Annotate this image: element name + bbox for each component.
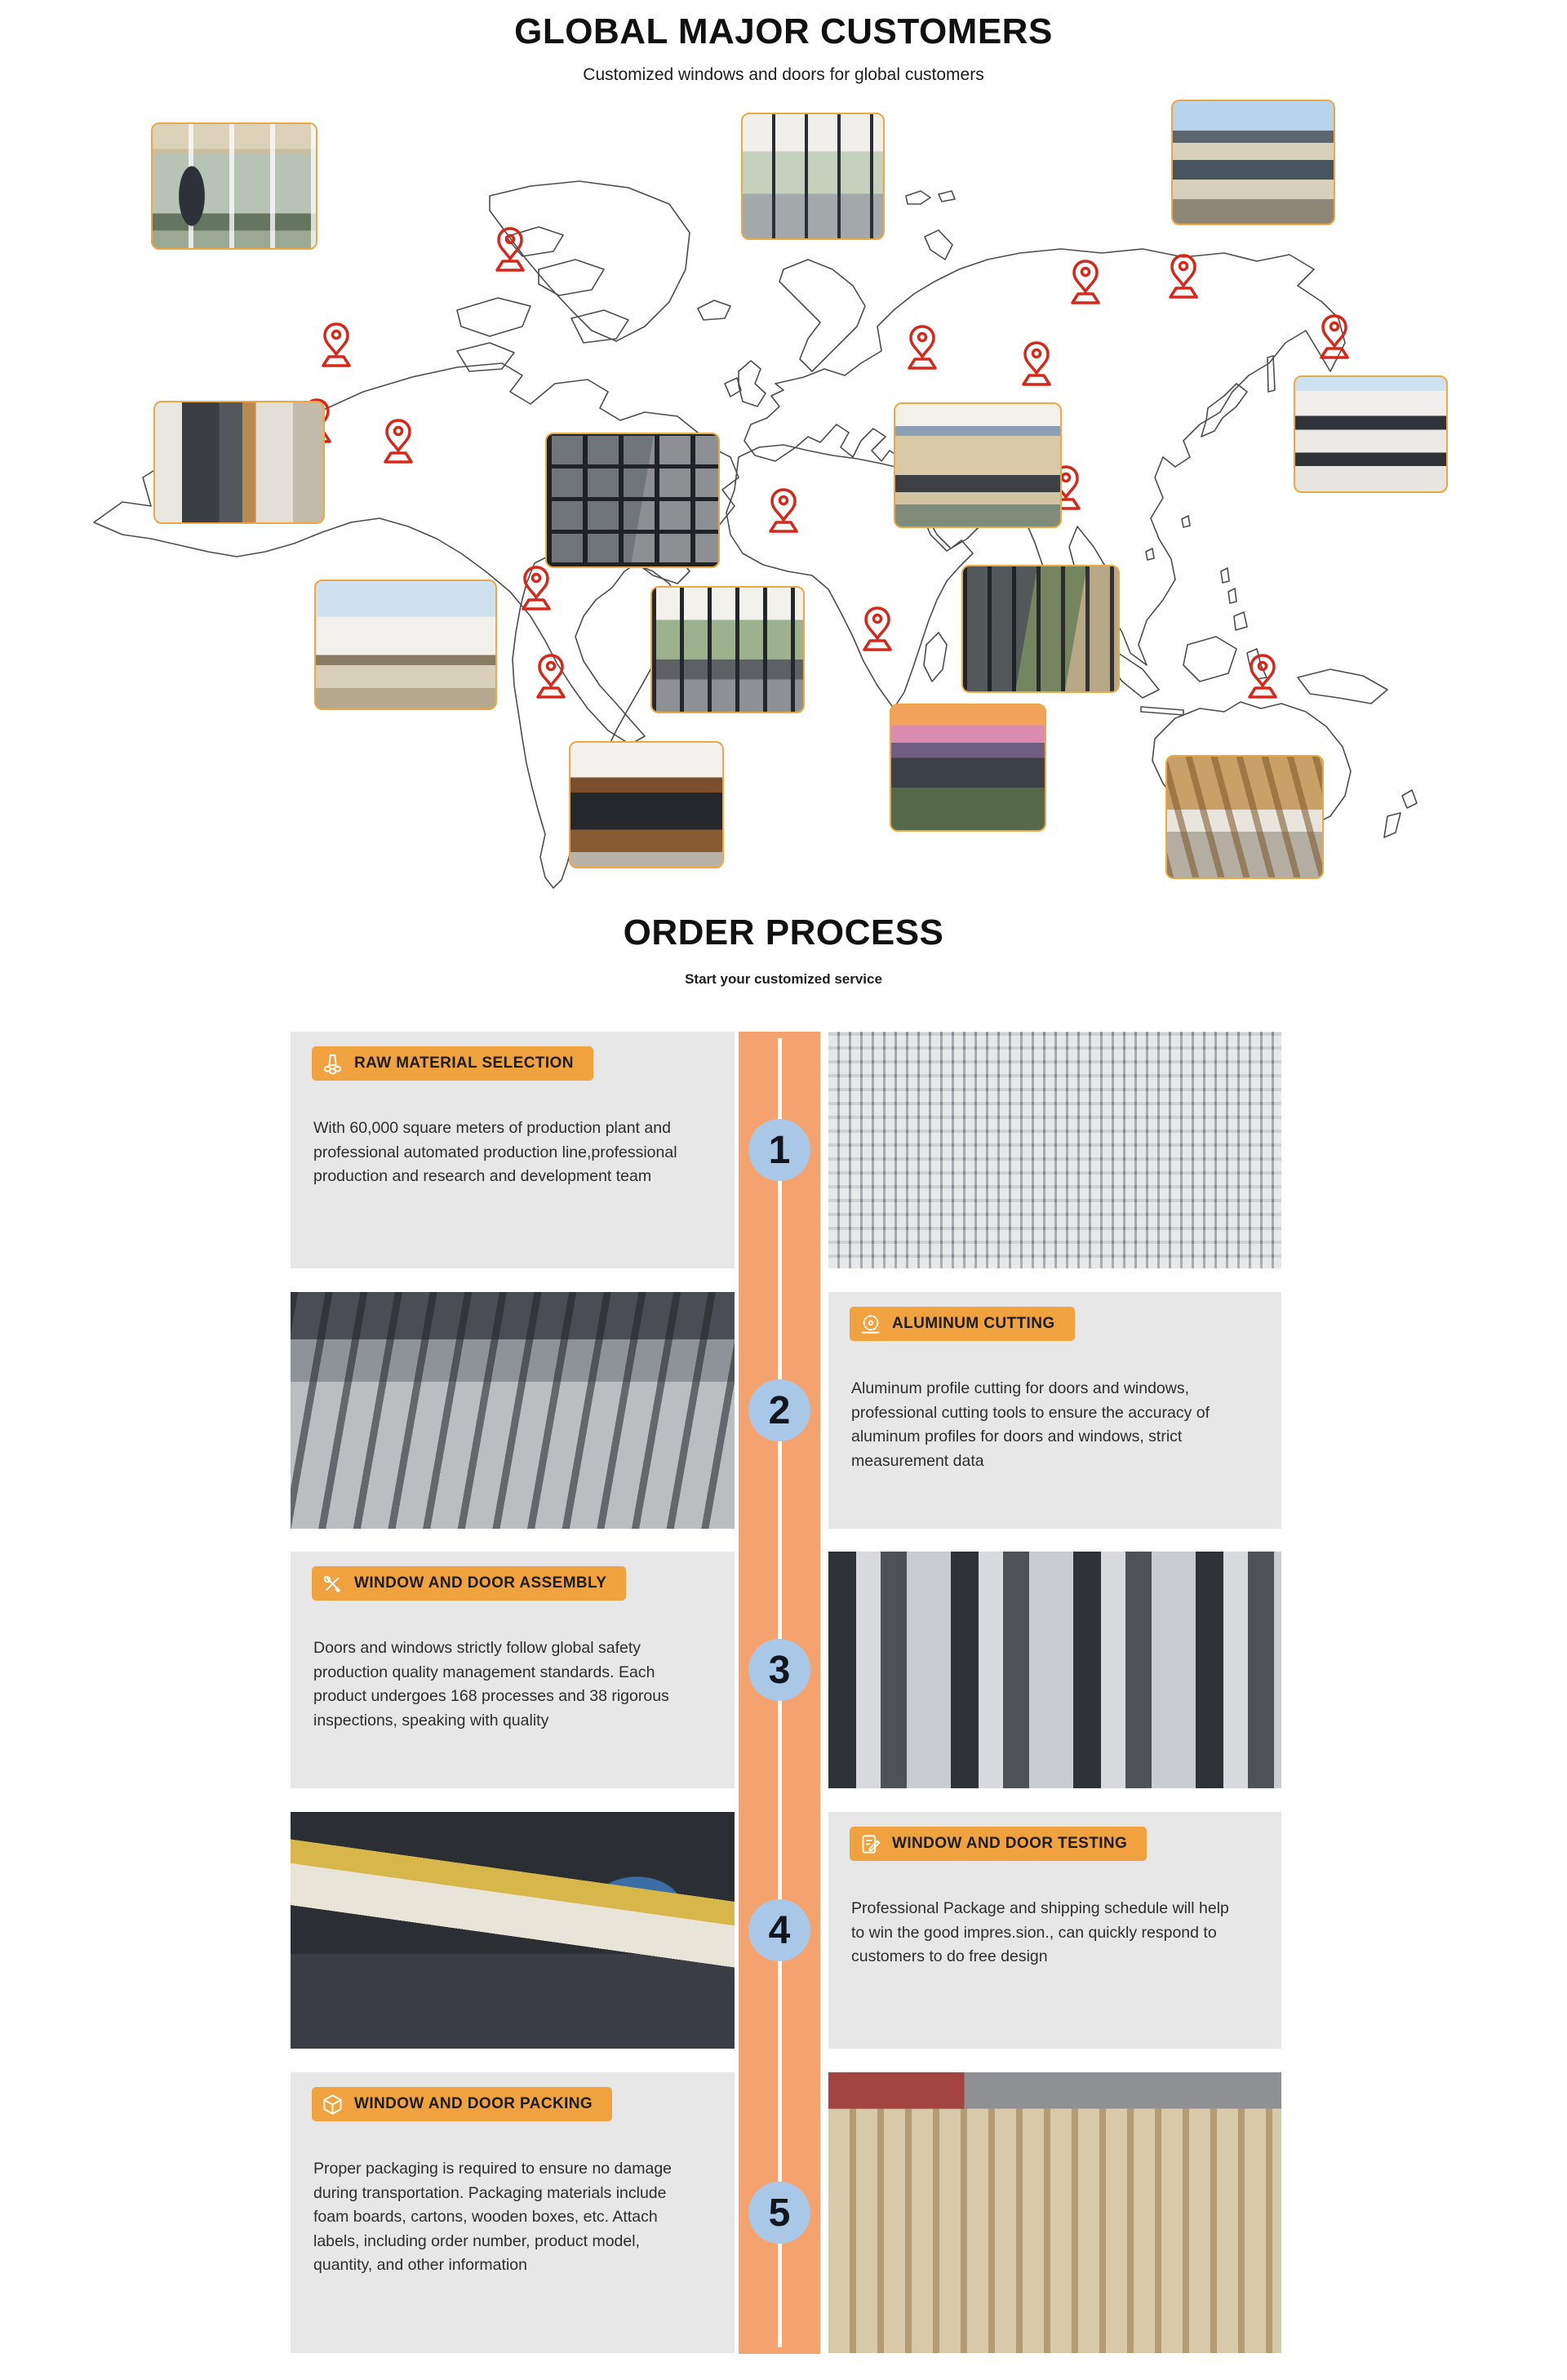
profiles-icon	[322, 1053, 344, 1075]
location-pin-icon	[316, 321, 357, 368]
customer-photo-glass-partition	[545, 433, 720, 568]
customer-photo-folding-doors	[741, 113, 885, 240]
step-description: Proper packaging is required to ensure no damage during transportation. Packaging materials include foam boards, cartons, wooden boxes, etc. Attach labels, including order number, product model, quantity, and other information	[313, 2160, 673, 2274]
step-number-badge: 3	[748, 1639, 810, 1701]
customer-photo-dark-sliding	[153, 401, 325, 524]
location-pin-icon	[1163, 252, 1204, 300]
world-map	[0, 0, 1567, 906]
customer-photo-installer	[151, 122, 317, 250]
step-number-badge: 5	[748, 2182, 810, 2244]
location-pin-icon	[1314, 313, 1355, 360]
step-number-badge: 2	[748, 1379, 810, 1441]
location-pin-icon	[1065, 258, 1106, 305]
step-photo-3	[828, 1552, 1281, 1788]
step-description: With 60,000 square meters of production plant and professional automated production line,professional production and research and development team	[313, 1119, 677, 1185]
step-number-badge: 4	[748, 1899, 810, 1961]
tools-icon	[322, 1573, 344, 1595]
step-badge	[850, 1827, 1147, 1861]
process-section-title: ORDER PROCESS	[623, 912, 944, 952]
step-badge-label: RAW MATERIAL SELECTION	[354, 1055, 574, 1072]
step-photo-4	[291, 1812, 735, 2049]
location-pin-icon	[902, 323, 943, 371]
location-pin-icon	[378, 417, 419, 464]
step-badge-label: WINDOW AND DOOR TESTING	[892, 1835, 1128, 1852]
step-number-badge: 1	[748, 1119, 810, 1181]
location-pin-icon	[763, 486, 804, 534]
customers-section-title: GLOBAL MAJOR CUSTOMERS	[514, 11, 1053, 51]
step-text-card	[828, 1292, 1281, 1529]
step-text-card	[291, 2072, 735, 2353]
step-photo-2	[291, 1292, 735, 1529]
step-description: Doors and windows strictly follow global safety production quality management standards. Each product undergoes 168 processes and 38 rigorous inspections, speaking with quality	[313, 1639, 669, 1729]
location-pin-icon	[530, 652, 571, 699]
step-badge-label: WINDOW AND DOOR PACKING	[354, 2095, 593, 2112]
step-badge	[312, 1046, 593, 1081]
step-photo-5	[828, 2072, 1281, 2353]
step-badge-label: WINDOW AND DOOR ASSEMBLY	[354, 1574, 607, 1592]
location-pin-icon	[516, 564, 557, 611]
saw-blade-icon	[859, 1313, 881, 1335]
package-icon	[322, 2094, 344, 2116]
location-pin-icon	[1242, 652, 1283, 699]
process-section-subtitle: Start your customized service	[685, 971, 882, 987]
step-badge	[850, 1307, 1075, 1341]
customer-photo-dining-room	[650, 586, 805, 713]
customer-photo-framing	[1165, 755, 1324, 879]
location-pin-icon	[490, 225, 530, 273]
step-text-card	[291, 1552, 735, 1788]
customer-photo-kitchen-office	[569, 741, 724, 868]
location-pin-icon	[1016, 340, 1057, 387]
customers-section-subtitle: Customized windows and doors for global customers	[583, 65, 984, 84]
customer-photo-sunroom	[961, 565, 1120, 693]
customer-photo-white-house	[314, 579, 497, 710]
step-badge	[312, 2087, 612, 2121]
customer-photo-brick-house	[894, 402, 1062, 528]
customer-photo-apartment	[1294, 375, 1448, 493]
pencil-pad-icon	[859, 1833, 881, 1855]
step-photo-1	[828, 1032, 1281, 1268]
step-badge	[312, 1566, 626, 1601]
step-description: Aluminum profile cutting for doors and windows, professional cutting tools to ensure the accuracy of aluminum profiles for doors and windows, strict measurement data	[851, 1379, 1210, 1470]
customer-photo-modern-house	[1171, 100, 1335, 225]
step-description: Professional Package and shipping schedule will help to win the good impres.sion., can quickly respond to customers to do free design	[851, 1899, 1229, 1965]
step-text-card	[291, 1032, 735, 1268]
step-text-card	[828, 1812, 1281, 2049]
customer-photo-dusk-house	[890, 704, 1046, 832]
location-pin-icon	[857, 605, 898, 652]
step-badge-label: ALUMINUM CUTTING	[892, 1315, 1055, 1332]
